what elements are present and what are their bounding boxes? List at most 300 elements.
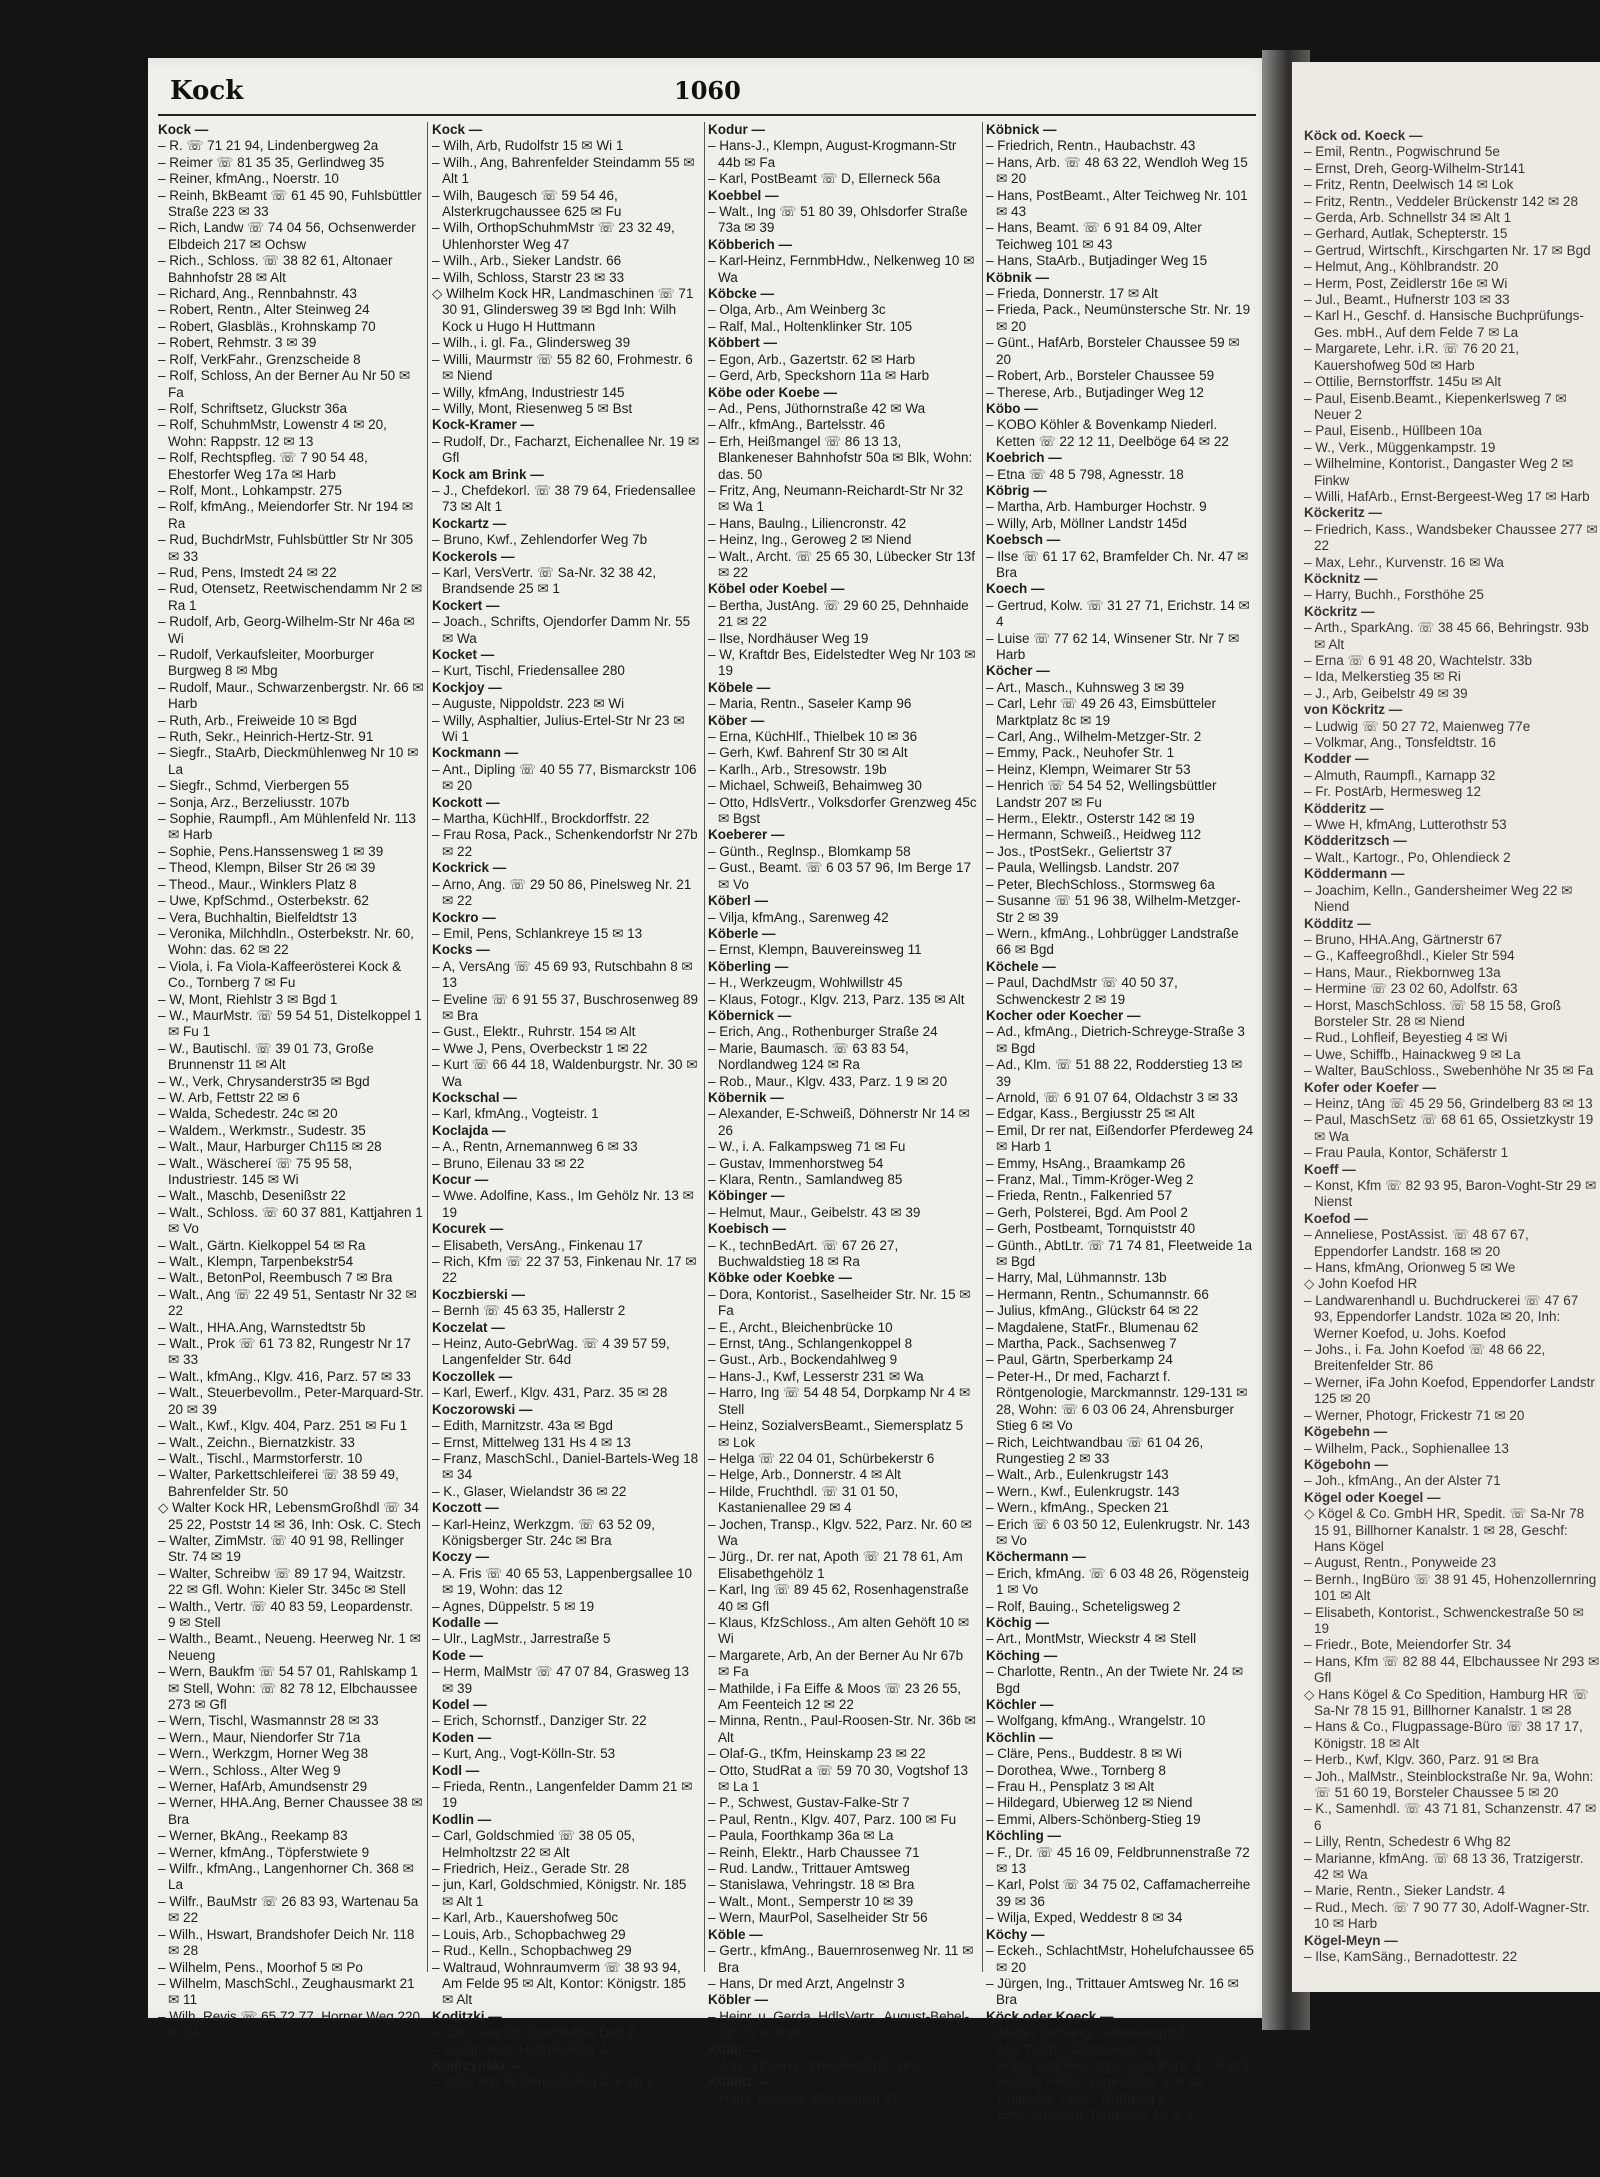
directory-entry: – Jos., tPostSekr., Geliertstr 37 — [986, 843, 1173, 859]
directory-entry: – Fritz, Rentn., Veddeler Brückenstr 142 ✉ 28 — [1304, 193, 1578, 209]
directory-entry: – Elisabeth, VersAng., Finkenau 17 — [432, 1237, 643, 1253]
directory-entry: – Peter-H., Dr med, Facharzt f. Röntgenologie, Marckmannstr. 129-131 ✉ 28, Wohn: ☏ 6 03 06 24, Ahrensburger Stieg 6 ✉ Vo — [986, 1368, 1248, 1434]
directory-entry: – Johs., i. Fa. John Koefod ☏ 48 66 22, Breitenfelder Str. 86 — [1304, 1342, 1546, 1374]
directory-entry: – Friedr., Kwf, Hoffmeyerstr 4 — [432, 2041, 608, 2057]
directory-entry: – Walt., Kwf., Klgv. 404, Parz. 251 ✉ Fu 1 — [158, 1418, 408, 1434]
directory-entry: – W., i. A. Falkampsweg 71 ✉ Fu — [708, 1139, 906, 1155]
surname-heading: Kodrzynski — — [432, 2057, 523, 2073]
directory-entry: – Günth., AbtLtr. ☏ 71 74 81, Fleetweide 1a ✉ Bgd — [986, 1237, 1253, 1270]
directory-entry: – Rob., Maur., Klgv. 433, Parz. 1 9 ✉ 20 — [708, 1073, 948, 1089]
directory-entry: – Jochen, Transp., Klgv. 522, Parz. Nr. 60 ✉ Wa — [708, 1516, 972, 1548]
directory-entry: – Robert, Arb., Borsteler Chaussee 59 — [986, 368, 1215, 384]
directory-entry: – Konst, Kfm ☏ 82 93 95, Baron-Voght-Str 29 ✉ Nienst — [1304, 1178, 1597, 1210]
directory-entry: – Hans, kfmAng, Orionweg 5 ✉ We — [1304, 1260, 1516, 1276]
directory-entry: – Waldem., Werkmstr., Sudestr. 35 — [158, 1122, 366, 1138]
directory-entry: – Joh., kfmAng., Wiesendamm 160 — [708, 2057, 919, 2073]
directory-entry: – Aladar, BehAng, Stübekamp 63 — [986, 2025, 1185, 2041]
directory-entry: – Emmi, Albers-Schönberg-Stieg 19 — [986, 1811, 1201, 1827]
directory-entry: – Paula, Foorthkamp 36a ✉ La — [708, 1828, 894, 1844]
directory-entry: – Charlotte, Rentn., An der Twiete Nr. 24 ✉ Bgd — [986, 1664, 1244, 1696]
surname-heading: Köbke oder Koebke — — [708, 1270, 853, 1286]
directory-entry: – A, VersAng ☏ 45 69 93, Rutschbahn 8 ✉ 13 — [432, 958, 693, 991]
surname-heading: Köbe oder Koebe — — [708, 384, 838, 400]
directory-entry: – Walt., Arb., Eulenkrugstr 143 — [986, 1467, 1169, 1483]
directory-entry: – Wilh, OrthopSchuhmMstr ☏ 23 32 49, Uhlenhorster Weg 47 — [432, 220, 675, 252]
surname-heading: Koden — — [432, 1729, 492, 1745]
surname-heading: Kock am Brink — — [432, 466, 544, 482]
directory-entry: – Wern., Kwf., Eulenkrugstr. 143 — [986, 1483, 1180, 1499]
directory-entry: – Rich, Kfm ☏ 22 37 53, Finkenau Nr. 17 ✉ 22 — [432, 1254, 697, 1286]
surname-heading: Kockmann — — [432, 745, 519, 761]
directory-entry: – Wern., kfmAng., Lohbrügger Landstraße 66 ✉ Bgd — [986, 925, 1239, 958]
surname-heading: Koefod — — [1304, 1210, 1368, 1226]
directory-entry: – Karl, VersVertr. ☏ Sa-Nr. 32 38 42, Brandsende 25 ✉ 1 — [432, 564, 656, 597]
directory-entry: – Walt., Mont., Semperstr 10 ✉ 39 — [708, 1893, 914, 1909]
directory-entry: – Frau Rosa, Pack., Schenkendorfstr Nr 27b ✉ 22 — [432, 827, 698, 859]
directory-entry: – Erich ☏ 6 03 50 12, Eulenkrugstr. Nr. 143 ✉ Vo — [986, 1516, 1250, 1548]
surname-heading: Köbberich — — [708, 236, 793, 252]
directory-entry: – Waltraud, Wohnraumverm ☏ 38 93 94, Am Felde 95 ✉ Alt, Kontor: Königstr. 185 ✉ Alt — [432, 1959, 686, 2008]
directory-entry: – Otto, HdlsVertr., Volksdorfer Grenzweg 45c ✉ Bgst — [708, 794, 977, 827]
surname-heading: Koczollek — — [432, 1368, 513, 1384]
directory-entry: – Herm, MalMstr ☏ 47 07 84, Grasweg 13 ✉ 39 — [432, 1664, 689, 1696]
directory-entry: – W, Kraftdr Bes, Eidelstedter Weg Nr 103 ✉ 19 — [708, 647, 976, 679]
directory-entry: – Herb., Kwf, Klgv. 360, Parz. 91 ✉ Bra — [1304, 1752, 1539, 1768]
directory-entry: – Rud., Mech. ☏ 7 90 77 30, Adolf-Wagner-Str. 10 ✉ Harb — [1304, 1899, 1590, 1932]
surname-heading: Ködderitzsch — — [1304, 833, 1407, 849]
directory-entry: – Walt., Schloss. ☏ 60 37 881, Kattjahren 1 ✉ Vo — [158, 1204, 423, 1237]
directory-entry: – Willy, Arb, Möllner Landstr 145d — [986, 515, 1187, 531]
directory-entry: – Uwe, KpfSchmd., Osterbekstr. 62 — [158, 893, 369, 909]
surname-heading: Kockjoy — — [432, 679, 502, 695]
directory-entry: – Lilly, Rentn, Schedestr 6 Whg 82 — [1304, 1834, 1511, 1850]
directory-entry: – Marie, Baumasch. ☏ 63 83 54, Nordlandweg 124 ✉ Ra — [708, 1040, 909, 1073]
directory-entry: – Frieda, Rentn., Langenfelder Damm 21 ✉ 19 — [432, 1779, 693, 1811]
surname-heading: Köblitz — — [708, 2074, 771, 2090]
directory-entry: – Max, Lehr., Kurvenstr. 16 ✉ Wa — [1304, 554, 1504, 570]
directory-entry: – Dorothea, Wwe., Tornberg 8 — [986, 1762, 1166, 1778]
directory-entry: – Egon, Arb., Gazertstr. 62 ✉ Harb — [708, 351, 916, 367]
directory-entry: – Frieda, Donnerstr. 17 ✉ Alt — [986, 286, 1158, 302]
directory-entry: – Rud, BuchdrMstr, Fuhlsbüttler Str Nr 305 ✉ 33 — [158, 532, 414, 564]
directory-entry: – Walt., Maur, Harburger Ch115 ✉ 28 — [158, 1139, 382, 1155]
directory-entry: – Emmy, HsAng., Braamkamp 26 — [986, 1155, 1186, 1171]
directory-entry: – Werner, iFa John Koefod, Eppendorfer Landstr 125 ✉ 20 — [1304, 1374, 1595, 1407]
surname-heading: Ködditz — — [1304, 915, 1371, 931]
directory-entry: – Carl, Goldschmied ☏ 38 05 05, Helmholtzstr 22 ✉ Alt — [432, 1828, 635, 1860]
directory-entry: – Luise ☏ 77 62 14, Winsener Str. Nr 7 ✉ Harb — [986, 630, 1240, 662]
directory-entry: – Wern., Maur, Niendorfer Str 71a — [158, 1729, 361, 1745]
directory-entry: – Heinz, Auto-GebrWag. ☏ 4 39 57 59, Langenfelder Str. 64d — [432, 1336, 670, 1368]
directory-entry: – Gertrud, Kolw. ☏ 31 27 71, Erichstr. 14 ✉ 4 — [986, 597, 1250, 630]
directory-entry: – Klara, Rentn., Samlandweg 85 — [708, 1172, 903, 1187]
surname-heading: Köchele — — [986, 958, 1056, 974]
directory-entry: – Erich, kfmAng. ☏ 6 03 48 26, Rögensteig 1 ✉ Vo — [986, 1565, 1250, 1598]
directory-entry: – Heinz, Ing., Geroweg 2 ✉ Niend — [708, 532, 912, 548]
directory-entry: – Alw, Tischl, Nordmeerstr 23 — [986, 2041, 1161, 2057]
directory-entry: – Helmut, Ang., Köhlbrandstr. 20 — [1304, 259, 1499, 275]
column-divider — [704, 122, 705, 1972]
directory-entry: – Wern., Werkzgm, Horner Weg 38 — [158, 1746, 369, 1762]
directory-entry: – A., Rentn, Arnemannweg 6 ✉ 33 — [432, 1139, 638, 1155]
directory-entry: – W., Bautischl. ☏ 39 01 73, Große Brunnenstr 11 ✉ Alt — [158, 1040, 374, 1073]
directory-entry: – Frau H., Pensplatz 3 ✉ Alt — [986, 1779, 1155, 1795]
directory-entry: – Alfr., kfmAng., Bartelsstr. 46 — [708, 417, 886, 433]
directory-entry: – Ulr., LagMstr., Jarrestraße 5 — [432, 1631, 611, 1647]
surname-heading: Kode — — [432, 1647, 484, 1663]
directory-entry: – Helge, Arb., Donnerstr. 4 ✉ Alt — [708, 1467, 901, 1483]
directory-entry: – Viola, i. Fa Viola-Kaffeerösterei Kock & Co., Tornberg 7 ✉ Fu — [158, 958, 402, 991]
header-rule — [158, 114, 1256, 116]
directory-entry: – Heinz, tAng ☏ 45 29 56, Grindelberg 83 ✉ 13 — [1304, 1095, 1593, 1111]
surname-heading: Kock — — [158, 122, 209, 137]
directory-entry: – Bernh ☏ 45 63 35, Hallerstr 2 — [432, 1303, 626, 1319]
surname-heading: Köbli — — [708, 2041, 759, 2057]
directory-entry: – Joh., MalMstr., Steinblockstraße Nr. 9a, Wohn: ☏ 51 60 19, Borsteler Chaussee 5 ✉ 20 — [1304, 1768, 1594, 1801]
directory-entry: – Walter, BauSchloss., Swebenhöhe Nr 35 ✉ Fa — [1304, 1063, 1594, 1079]
directory-entry: – Reiner, kfmAng., Noerstr. 10 — [158, 171, 339, 187]
directory-entry: – Frieda, Pack., Neumünstersche Str. Nr. 19 ✉ 20 — [986, 302, 1251, 334]
directory-entry: – Arnold, ☏ 6 91 07 64, Oldachstr 3 ✉ 33 — [986, 1089, 1238, 1105]
directory-entry: – Siegfr., StaArb, Dieckmühlenweg Nr 10 ✉ La — [158, 745, 419, 777]
surname-heading: von Köckritz — — [1304, 702, 1403, 718]
directory-entry: – Marie, Rentn., Sieker Landstr. 4 — [1304, 1883, 1506, 1899]
directory-entry: – Heinz, Klempn, Weimarer Str 53 — [986, 761, 1191, 777]
directory-entry: – Richard, Ang., Rennbahnstr. 43 — [158, 286, 357, 302]
directory-entry: – Agnes, Düppelstr. 5 ✉ 19 — [432, 1598, 595, 1614]
directory-entry: – Edith, Marnitzstr. 43a ✉ Bgd — [432, 1418, 613, 1434]
directory-entry: – Paul, MaschSetz ☏ 68 61 65, Ossietzkystr 19 ✉ Wa — [1304, 1112, 1594, 1144]
directory-entry: – Gertr., kfmAng., Bauernrosenweg Nr. 11 ✉ Bra — [708, 1943, 974, 1975]
directory-entry: – Wilh, Arb, Rudolfstr 15 ✉ Wi 1 — [432, 138, 624, 154]
directory-entry: – Karl-Heinz, Werkzgm. ☏ 63 52 09, Königsberger Str. 24c ✉ Bra — [432, 1516, 655, 1548]
directory-entry: – Franz, Mal., Timm-Kröger-Weg 2 — [986, 1172, 1194, 1187]
directory-entry: – Almuth, Raumpfl., Karnapp 32 — [1304, 767, 1496, 783]
directory-entry: – Hermann, Schweiß., Heidweg 112 — [986, 827, 1202, 843]
surname-heading: Kögebohn — — [1304, 1456, 1388, 1472]
directory-entry: – Wilh, Revis ☏ 65 72 77, Horner Weg 220 ✉ 34 — [158, 2008, 421, 2041]
surname-heading: Köcher — — [986, 663, 1050, 679]
directory-entry: – Heinr. u. Gerda, HdlsVertr., August-Bebel-Str. 37 ✉ Bgd — [708, 2008, 970, 2041]
directory-entry: – Wilh., Ang, Bahrenfelder Steindamm 55 ✉ Alt 1 — [432, 154, 695, 187]
surname-heading: Koech — — [986, 581, 1045, 597]
column-divider — [982, 122, 983, 1972]
directory-entry: – Rud. Landw., Trittauer Amtsweg — [708, 1861, 910, 1877]
surname-heading: Köbernick — — [708, 1007, 792, 1023]
directory-entry: – Paul, Arb, Rüdemannweg 4 ✉ Wi 1 — [432, 2074, 654, 2090]
directory-entry: – Rudolf, Maur., Schwarzenbergstr. Nr. 66 ✉ Harb — [158, 679, 424, 712]
directory-entry: ◇ Walter Kock HR, LebensmGroßhdl ☏ 34 25 22, Poststr 14 ✉ 36, Inh: Osk. C. Stech — [158, 1500, 421, 1532]
directory-entry: – Reinh, BkBeamt ☏ 61 45 90, Fuhlsbüttler Straße 223 ✉ 33 — [158, 187, 422, 220]
surname-heading: Kögel oder Koegel — — [1304, 1489, 1441, 1505]
directory-entry: – Magdalene, StatFr., Blumenau 62 — [986, 1319, 1199, 1335]
directory-entry: – Edgar, Kass., Bergiusstr 25 ✉ Alt — [986, 1106, 1195, 1122]
directory-entry: – Sonja, Arz., Berzeliusstr. 107b — [158, 794, 350, 810]
directory-entry: – Bruno, Kwf., Zehlendorfer Weg 7b — [432, 532, 648, 548]
directory-entry: – Art., Masch., Kuhnsweg 3 ✉ 39 — [986, 679, 1185, 695]
surname-heading: Köchlin — — [986, 1729, 1053, 1745]
directory-entry: – Karl, Polst ☏ 34 75 02, Caffamacherreihe 39 ✉ 36 — [986, 1877, 1251, 1909]
directory-entry: – Ad., Pens, Jüthornstraße 42 ✉ Wa — [708, 400, 926, 416]
directory-entry: – Vera, Buchhaltin, Bielfeldtstr 13 — [158, 909, 357, 925]
directory-entry: – Horst, MaschSchloss. ☏ 58 15 58, Groß Borsteler Str. 28 ✉ Niend — [1304, 997, 1561, 1029]
directory-entry: – W. Arb, Fettstr 22 ✉ 6 — [158, 1089, 300, 1105]
directory-entry: – Art., MontMstr, Wieckstr 4 ✉ Stell — [986, 1631, 1197, 1647]
directory-entry: – Werner, HafArb, Amundsenstr 29 — [158, 1779, 368, 1795]
surname-heading: Kockro — — [432, 909, 496, 925]
surname-heading: Koeberer — — [708, 827, 785, 843]
directory-entry: – Rud, Pens, Imstedt 24 ✉ 22 — [158, 564, 337, 580]
directory-entry: – A. Fris ☏ 40 65 53, Lappenbergsallee 10 ✉ 19, Wohn: das 12 — [432, 1565, 693, 1598]
directory-entry: – Ant., Dipling ☏ 40 55 77, Bismarckstr 106 ✉ 20 — [432, 761, 697, 794]
directory-entry: – Reimer ☏ 81 35 35, Gerlindweg 35 — [158, 154, 385, 170]
directory-entry: – Paul, Gärtn, Sperberkamp 24 — [986, 1352, 1173, 1368]
directory-entry: – Arno, Ang. ☏ 29 50 86, Pinelsweg Nr. 21 ✉ 22 — [432, 876, 692, 909]
directory-entry: – Carl, Ang., Wilhelm-Metzger-Str. 2 — [986, 729, 1202, 745]
directory-entry: – F., Dr. ☏ 45 16 09, Feldbrunnenstraße 72 ✉ 13 — [986, 1844, 1250, 1877]
directory-entry: – Werner, kfmAng., Töpferstwiete 9 — [158, 1844, 370, 1860]
surname-heading: Koebbel — — [708, 187, 779, 203]
directory-entry: – Walt., Steuerbevollm., Peter-Marquard-Str. 20 ✉ 39 — [158, 1385, 424, 1417]
directory-entry: – Gerh, Postbeamt, Tornquiststr 40 — [986, 1221, 1196, 1237]
directory-entry: – Auguste, Nippoldstr. 223 ✉ Wi — [432, 696, 625, 712]
directory-entry: – Wolfgang, kfmAng., Wrangelstr. 10 — [986, 1713, 1206, 1729]
directory-entry: ◇ Kögel & Co. GmbH HR, Spedit. ☏ Sa-Nr 78 15 91, Billhorner Kanalstr. 1 ✉ 28, Geschf: Hans Kögel — [1304, 1506, 1585, 1554]
surname-heading: Köbernik — — [708, 1089, 784, 1105]
directory-entry: – Ad., kfmAng., Dietrich-Schreyge-Straße 3 ✉ Bgd — [986, 1024, 1245, 1056]
directory-entry: – Martha, Pack., Sachsenweg 7 — [986, 1336, 1177, 1352]
directory-entry: – Wilfr., BauMstr ☏ 26 83 93, Wartenau 5a ✉ 22 — [158, 1893, 419, 1926]
directory-entry: – Erna ☏ 6 91 48 20, Wachtelstr. 33b — [1304, 653, 1533, 668]
surname-heading: Kockott — — [432, 794, 500, 810]
directory-entry: – K., Samenhdl. ☏ 43 71 81, Schanzenstr. 47 ✉ 6 — [1304, 1801, 1597, 1833]
directory-entry: – Rolf, Bauing., Scheteligsweg 2 — [986, 1598, 1181, 1614]
directory-entry: – E., Archt., Bleichenbrücke 10 — [708, 1319, 893, 1335]
surname-heading: Koczbierski — — [432, 1286, 526, 1302]
surname-heading: Koebsch — — [986, 532, 1061, 548]
directory-entry: – Etna ☏ 48 5 798, Agnesstr. 18 — [986, 466, 1184, 482]
directory-entry: – Emil, Dr rer nat, Eißendorfer Pferdeweg 24 ✉ Harb 1 — [986, 1122, 1254, 1155]
surname-heading: Köbcke — — [708, 286, 775, 302]
directory-entry: – Werner, HHA.Ang, Berner Chaussee 38 ✉ Bra — [158, 1795, 423, 1827]
directory-entry: – Bruno, HHA.Ang, Gärtnerstr 67 — [1304, 931, 1503, 947]
directory-entry: – Stanislawa, Vehringstr. 18 ✉ Bra — [708, 1877, 915, 1893]
directory-entry: – Franz, MaschSchl., Daniel-Bartels-Weg 18 ✉ 34 — [432, 1450, 699, 1483]
directory-entry: – Paul, Eisenb., Hüllbeen 10a — [1304, 423, 1482, 439]
surname-heading: Köber — — [708, 712, 765, 728]
directory-column-5-facing-page — [1304, 128, 1600, 1998]
running-header-word: Kock — [170, 76, 244, 106]
directory-entry: – Harry, Mal, Lühmannstr. 13b — [986, 1270, 1167, 1286]
surname-heading: Köberl — — [708, 893, 769, 909]
directory-entry: – Erich, Ang., Rothenburger Straße 24 — [708, 1024, 938, 1040]
directory-entry: – KOBO Köhler & Bovenkamp Niederl. Ketten ☏ 22 12 11, Deelböge 64 ✉ 22 — [986, 417, 1229, 449]
directory-entry: – Jürg., Dr. rer nat, Apoth ☏ 21 78 61, Am Elisabethgehölz 1 — [708, 1549, 963, 1581]
directory-entry: – Walt., Prok ☏ 61 73 82, Rungestr Nr 17 ✉ 33 — [158, 1336, 411, 1368]
directory-entry: – Günth., Reglnsp., Blomkamp 58 — [708, 843, 911, 859]
directory-entry: – Wilh, Baugesch ☏ 59 54 46, Alsterkrugchaussee 625 ✉ Fu — [432, 187, 622, 220]
directory-entry: – Wwe. Adolfine, Kass., Im Gehölz Nr. 13 ✉ 19 — [432, 1188, 694, 1220]
directory-entry: – Friedrich, Kass., Wandsbeker Chaussee 277 ✉ 22 — [1304, 521, 1598, 554]
directory-entry: – Minna, Rentn., Paul-Roosen-Str. Nr. 36b ✉ Alt — [708, 1713, 976, 1745]
directory-entry: – Walt., Gärtn. Kielkoppel 54 ✉ Ra — [158, 1237, 366, 1253]
directory-entry: – Gerda, Arb. Schnellstr 34 ✉ Alt 1 — [1304, 210, 1512, 226]
directory-entry: – Karl, PostBeamt ☏ D, Ellerneck 56a — [708, 171, 941, 187]
surname-heading: Kodel — — [432, 1697, 487, 1712]
surname-heading: Köble — — [708, 1926, 763, 1942]
directory-entry: – Rudolf, Verkaufsleiter, Moorburger Burgweg 8 ✉ Mbg — [158, 647, 375, 679]
directory-entry: – P., Schwest, Gustav-Falke-Str 7 — [708, 1795, 910, 1811]
surname-heading: Köchermann — — [986, 1549, 1086, 1565]
directory-entry: – W., Verk, Chrysanderstr35 ✉ Bgd — [158, 1073, 370, 1089]
directory-entry: – Friedrich, Heiz., Gerade Str. 28 — [432, 1861, 630, 1877]
directory-entry: – Karl, Ewerf., Klgv. 431, Parz. 35 ✉ 28 — [432, 1385, 668, 1401]
directory-entry: – Rudolf, Dr., Facharzt, Eichenallee Nr. 19 ✉ Gfl — [432, 433, 700, 466]
directory-entry: – Ottilie, Bernstorffstr. 145u ✉ Alt — [1304, 374, 1502, 390]
directory-entry: – Jul., Beamt., Hufnerstr 103 ✉ 33 — [1304, 292, 1510, 308]
directory-entry: – Hans-J., Klempn, August-Krogmann-Str 44b ✉ Fa — [708, 138, 957, 170]
surname-heading: Kockerols — — [432, 548, 515, 564]
directory-entry: – Wilh., i. gl. Fa., Glindersweg 39 — [432, 335, 631, 351]
directory-entry: – Sophie, Raumpfl., Am Mühlenfeld Nr. 113 ✉ Harb — [158, 811, 416, 843]
directory-entry: – Ernst, tAng., Schlangenkoppel 8 — [708, 1336, 913, 1352]
directory-entry: – Wilhelm, MaschSchl., Zeughausmarkt 21 ✉ 11 — [158, 1975, 415, 2008]
directory-entry: – Robert, Rehmstr. 3 ✉ 39 — [158, 335, 317, 351]
directory-entry: – Ludwig ☏ 50 27 72, Maienweg 77e — [1304, 718, 1531, 734]
directory-column-4 — [986, 122, 1256, 2123]
surname-heading: Koebisch — — [708, 1221, 787, 1237]
directory-entry: – Fritz, Rentn, Deelwisch 14 ✉ Lok — [1304, 177, 1514, 193]
directory-entry: – Walt., Archt. ☏ 25 65 30, Lübecker Str 13f ✉ 22 — [708, 548, 976, 580]
surname-heading: Köbler — — [708, 1992, 769, 2008]
surname-heading: Koczy — — [432, 1549, 490, 1565]
directory-entry: – Hans, Maur., Riekbornweg 13a — [1304, 964, 1501, 980]
surname-heading: Kockartz — — [432, 515, 507, 531]
directory-entry: – Eveline ☏ 6 91 55 37, Buschrosenweg 89 ✉ Bra — [432, 991, 699, 1023]
directory-entry: – Charlotte, Pens., Roßberg 2 — [986, 2090, 1166, 2106]
surname-heading: Koczorowski — — [432, 1401, 533, 1417]
directory-entry: – Rolf, Rechtspfleg. ☏ 7 90 54 48, Ehestorfer Weg 17a ✉ Harb — [158, 450, 368, 482]
directory-entry: – Gertrud, Wirtschft., Kirschgarten Nr. 17 ✉ Bgd — [1304, 242, 1591, 258]
surname-heading: Kockert — — [432, 597, 500, 613]
surname-heading: Kockrick — — [432, 860, 507, 876]
directory-entry: – Alexander, E-Schweiß, Döhnerstr Nr 14 ✉ 26 — [708, 1106, 970, 1138]
directory-entry: – Fr. PostArb, Hermesweg 12 — [1304, 784, 1482, 800]
directory-entry: – Hilde, Fruchthdl. ☏ 31 01 50, Kastanienallee 29 ✉ 4 — [708, 1483, 899, 1516]
surname-heading: Kögel-Meyn — — [1304, 1932, 1398, 1948]
directory-entry: – Elisabeth, Kontorist., Schwenckestraße 50 ✉ 19 — [1304, 1604, 1584, 1636]
surname-heading: Köbo — — [986, 400, 1038, 416]
directory-entry: – Ernst, Mittelweg 131 Hs 4 ✉ 13 — [432, 1434, 631, 1450]
directory-entry: – Herm, Post, Zeidlerstr 16e ✉ Wi — [1304, 275, 1508, 291]
directory-entry: – Ernst, Klempn, Bauvereinsweg 11 — [708, 942, 922, 958]
directory-entry: – Hans, Baulng., Liliencronstr. 42 — [708, 515, 907, 531]
directory-entry: – Martha, Arb. Hamburger Hochstr. 9 — [986, 499, 1207, 515]
directory-entry: – G., Kaffeegroßhdl., Kieler Str 594 — [1304, 948, 1515, 964]
directory-entry: – Ilse, KamSäng., Bernadottestr. 22 — [1304, 1949, 1518, 1965]
directory-entry: – Karlh., Arb., Stresowstr. 19b — [708, 761, 887, 777]
directory-entry: – Rolf, Schriftsetz, Gluckstr 36a — [158, 400, 348, 416]
directory-entry: – Walt., Kartogr., Po, Ohlendieck 2 — [1304, 849, 1511, 865]
directory-entry: – Walter, Schreibw ☏ 89 17 94, Waitzstr. 22 ✉ Gfl. Wohn: Kieler Str. 345c ✉ Stell — [158, 1565, 406, 1598]
directory-entry: – Ralf, Mal., Holtenklinker Str. 105 — [708, 318, 913, 334]
directory-entry: – Rich., Schloss. ☏ 38 82 61, Altonaer Bahnhofstr 28 ✉ Alt — [158, 253, 393, 285]
directory-entry: – Siegfr., Schmd, Vierbergen 55 — [158, 778, 350, 794]
surname-heading: Köberle — — [708, 925, 776, 941]
directory-entry: – Kurt ☏ 66 44 18, Waldenburgstr. Nr. 30 ✉ Wa — [432, 1057, 698, 1089]
directory-entry: – Rolf, VerkFahr., Grenzscheide 8 — [158, 351, 361, 367]
directory-entry: – Wilja, Exped, Weddestr 8 ✉ 34 — [986, 1910, 1183, 1926]
directory-entry: – W, Mont, Riehlstr 3 ✉ Bgd 1 — [158, 991, 338, 1007]
directory-entry: – Dora, Kontorist., Saselheider Str. Nr. 15 ✉ Fa — [708, 1286, 971, 1319]
directory-entry: – Vilja, kfmAng., Sarenweg 42 — [708, 909, 889, 925]
directory-entry: – Walt., Ing ☏ 51 80 39, Ohlsdorfer Straße 73a ✉ 39 — [708, 204, 968, 236]
directory-entry: – jun, Karl, Goldschmied, Königstr. Nr. 185 ✉ Alt 1 — [432, 1877, 687, 1909]
directory-entry: – Gerh, Kwf. Bahrenf Str 30 ✉ Alt — [708, 745, 908, 761]
directory-entry: – Rolf, kfmAng., Meiendorfer Str. Nr 194 ✉ Ra — [158, 499, 414, 531]
directory-entry: – Wilhelm, Pens., Moorhof 5 ✉ Po — [158, 1959, 363, 1975]
surname-heading: Köching — — [986, 1647, 1058, 1663]
surname-heading: Kocket — — [432, 647, 495, 662]
directory-entry: – Eckeh., SchlachtMstr, Hohelufchaussee 65 ✉ 20 — [986, 1943, 1254, 1975]
directory-entry: – Helga ☏ 22 04 01, Schürbekerstr 6 — [708, 1450, 935, 1466]
directory-entry: – Otto, StudRat a ☏ 59 70 30, Vogtshof 13 ✉ La 1 — [708, 1762, 969, 1795]
directory-column-2 — [432, 122, 700, 2090]
directory-entry: – Peter, BlechSchloss., Stormsweg 6a — [986, 876, 1215, 892]
directory-entry: – Robert, Glasbläs., Krohnskamp 70 — [158, 318, 376, 334]
directory-entry: – Ida, Melkerstieg 35 ✉ Ri — [1304, 669, 1461, 685]
directory-entry: – Willy, Mont, Riesenweg 5 ✉ Bst — [432, 400, 633, 416]
directory-entry: – Theod., Maur., Winklers Platz 8 — [158, 876, 357, 892]
directory-entry: – Karl-Heinz, FernmbHdw., Nelkenweg 10 ✉ Wa — [708, 253, 975, 285]
directory-entry: – J., Chefdekorl. ☏ 38 79 64, Friedensallee 73 ✉ Alt 1 — [432, 482, 696, 515]
directory-entry: – Willy, kfmAng, Industriestr 145 — [432, 384, 625, 400]
directory-entry: – Rudolf, Arb, Georg-Wilhelm-Str Nr 46a ✉ Wi — [158, 614, 415, 646]
surname-heading: Kodur — — [708, 122, 765, 137]
directory-entry: – Jürgen, Ing., Trittauer Amtsweg Nr. 16 ✉ Bra — [986, 1975, 1239, 2008]
directory-entry: – R. ☏ 71 21 94, Lindenbergweg 2a — [158, 138, 379, 154]
directory-entry: – Olaf-G., tKfm, Heinskamp 23 ✉ 22 — [708, 1746, 926, 1762]
directory-entry: – Hans, Dr med Arzt, Angelnstr 3 — [708, 1975, 905, 1991]
directory-entry: – Wilh., Hswart, Brandshofer Deich Nr. 118 ✉ 28 — [158, 1926, 415, 1959]
directory-entry: – Walt., Wäschereí ☏ 75 95 58, Industriestr. 145 ✉ Wi — [158, 1155, 353, 1187]
directory-entry: ◇ Hans Kögel & Co Spedition, Hamburg HR ☏ Sa-Nr 78 15 91, Billhorner Kanalstr. 1 ✉ 28 — [1304, 1686, 1589, 1718]
directory-entry: – August, Rentn., Ponyweide 23 — [1304, 1555, 1497, 1571]
directory-entry: – Wwe J, Pens, Overbeckstr 1 ✉ 22 — [432, 1040, 648, 1056]
surname-heading: Kocks — — [432, 942, 490, 958]
directory-entry: – Herm., Elektr., Osterstr 142 ✉ 19 — [986, 811, 1195, 827]
surname-heading: Köbnick — — [986, 122, 1057, 137]
directory-entry: – Emil, Autoschl, Taubenstr 16 ✉ 4 — [986, 2107, 1194, 2123]
directory-entry: – Hermann, Rentn., Schumannstr. 66 — [986, 1286, 1209, 1302]
directory-entry: – Wern., Schloss., Alter Weg 9 — [158, 1762, 341, 1778]
directory-entry: – Landwarenhandl u. Buchdruckerei ☏ 47 67 93, Eppendorfer Landstr. 102a ✉ 20, Inh: Werner Koefod, u. Johs. Koefod — [1304, 1292, 1579, 1341]
directory-entry: ◇ Wilhelm Kock HR, Landmaschinen ☏ 71 30 91, Glindersweg 39 ✉ Bgd Inh: Wilh Kock u Hugo H Huttmann — [432, 286, 694, 334]
directory-entry: – Paul, Rentn., Klgv. 407, Parz. 100 ✉ Fu — [708, 1811, 957, 1827]
surname-heading: Köckritz — — [1304, 603, 1375, 619]
directory-entry: – Wwe H, kfmAng, Lutterothstr 53 — [1304, 817, 1507, 833]
directory-entry: – Gerhard, Autlak, Schepterstr. 15 — [1304, 226, 1508, 242]
surname-heading: Kockschal — — [432, 1089, 517, 1105]
directory-entry: – Bertha, JustAng. ☏ 29 60 25, Dehnhaide 21 ✉ 22 — [708, 597, 969, 630]
surname-heading: Köchler — — [986, 1697, 1054, 1712]
directory-entry: – Rud, Otensetz, Reetwischendamm Nr 2 ✉ Ra 1 — [158, 581, 423, 613]
directory-entry: – Ilse ☏ 61 17 62, Bramfelder Ch. Nr. 47 ✉ Bra — [986, 548, 1249, 580]
directory-entry: – Walt., Maschb, Desenißstr 22 — [158, 1188, 346, 1204]
directory-entry: – Martha, KüchHlf., Brockdorffstr. 22 — [432, 811, 650, 827]
directory-entry: – Gust., Arb., Bockendahlweg 9 — [708, 1352, 898, 1368]
directory-entry: – Hans, Beamt. ☏ 6 91 84 09, Alter Teichweg 101 ✉ 43 — [986, 220, 1202, 252]
